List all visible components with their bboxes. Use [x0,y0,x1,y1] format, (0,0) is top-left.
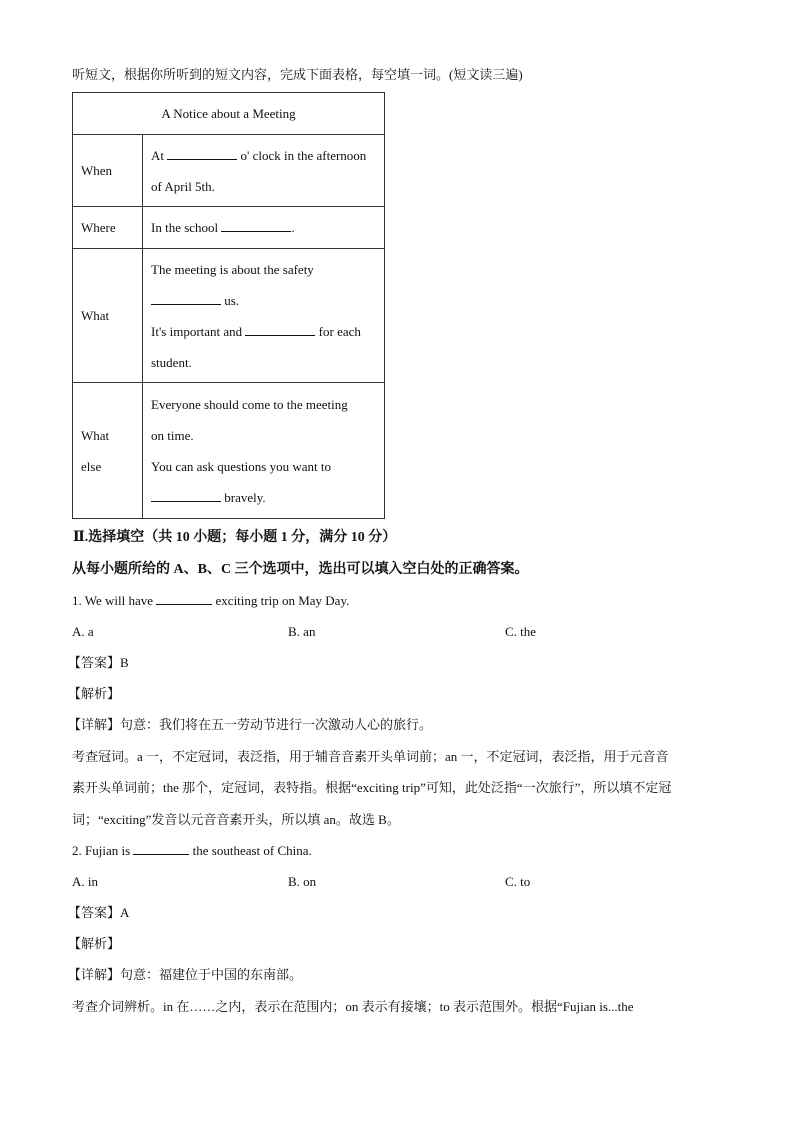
q2-option-c[interactable]: C. to [505,874,531,889]
section-heading: Ⅱ.选择填空（共 10 小题；每小题 1 分，满分 10 分） [73,530,397,545]
section-instruction: 从每小题所给的 A、B、C 三个选项中，选出可以填入空白处的正确答案。 [72,562,529,577]
row-label-where: Where [73,207,143,249]
detail-tag: 【详解】 [68,967,121,982]
row-label-what: What [73,249,143,383]
detail-text: 句意：我们将在五一劳动节进行一次激动人心的旅行。 [120,717,433,732]
where-text-b: . [291,220,295,235]
what-else-text-2: on time. [151,427,194,443]
what-text-1: The meeting is about the safety [151,261,314,277]
table-row-what-else [73,383,385,519]
when-text-a: At [151,147,164,163]
what-else-text-1: Everyone should come to the meeting [151,396,348,412]
q1-answer [68,654,129,672]
row-label-what-else-2: else [81,458,102,474]
table-title: A Notice about a Meeting [73,93,385,135]
answer-blank-4[interactable] [245,323,315,336]
q2-blank[interactable] [133,842,189,855]
answer-blank-5[interactable] [151,489,221,502]
answer-value: B [120,655,129,670]
table-row-what [73,249,385,383]
q1-stem-b: exciting trip on May Day. [215,593,350,608]
q1-explanation-1: 考查冠词。a 一，不定冠词，表泛指，用于辅音音素开头单词前；an 一，不定冠词，表泛指，用于元音音 [72,749,669,764]
q1-stem-a: 1. We will have [72,593,154,608]
what-else-text-4: bravely. [224,489,266,505]
q1-blank[interactable] [156,592,212,605]
detail-text: 句意：福建位于中国的东南部。 [120,967,303,982]
row-label-when: When [73,135,143,207]
q1-analysis-tag: 【解析】 [68,686,121,701]
q1-option-a[interactable]: A. a [72,624,94,639]
answer-blank-3[interactable] [151,292,221,305]
where-text-a: In the school [151,220,219,235]
when-text-b: o' clock in the afternoon [240,147,367,163]
what-text-3a: It's important and [151,323,243,339]
notice-table [72,92,385,519]
q2-analysis-tag: 【解析】 [68,936,121,951]
what-text-4: student. [151,354,192,370]
table-row-when [73,135,385,207]
question-1-stem [72,592,349,610]
when-text-c: of April 5th. [151,178,215,194]
q1-explanation-2: 素开头单词前；the 那个，定冠词，表特指。根据“exciting trip”可知，此处泛指“一次旅行”，所以填不定冠 [72,780,672,795]
q2-detail [68,966,302,984]
what-text-2: us. [224,292,240,308]
row-label-what-else-1: What [81,427,110,443]
detail-tag: 【详解】 [68,717,121,732]
answer-blank-1[interactable] [167,147,237,160]
q2-stem-a: 2. Fujian is [72,843,131,858]
q2-stem-b: the southeast of China. [192,843,312,858]
answer-value: A [120,905,130,920]
question-2-stem [72,842,312,860]
q1-detail [68,716,432,734]
q2-answer [68,904,129,922]
q1-option-b[interactable]: B. an [288,624,316,639]
answer-tag: 【答案】 [68,905,121,920]
q1-option-c[interactable]: C. the [505,624,537,639]
listening-instruction: 听短文，根据你所听到的短文内容，完成下面表格，每空填一词。(短文读三遍) [72,67,523,82]
what-text-3b: for each [318,323,361,339]
table-row-where [73,207,385,249]
answer-tag: 【答案】 [68,655,121,670]
q2-option-a[interactable]: A. in [72,874,98,889]
what-else-text-3: You can ask questions you want to [151,458,331,474]
q2-explanation-1: 考查介词辨析。in 在……之内，表示在范围内；on 表示有接壤；to 表示范围外。根据“Fujian is...the [72,999,634,1014]
q2-option-b[interactable]: B. on [288,874,317,889]
q1-explanation-3: 词；“exciting”发音以元音音素开头，所以填 an。故选 B。 [72,812,400,827]
answer-blank-2[interactable] [221,219,291,232]
